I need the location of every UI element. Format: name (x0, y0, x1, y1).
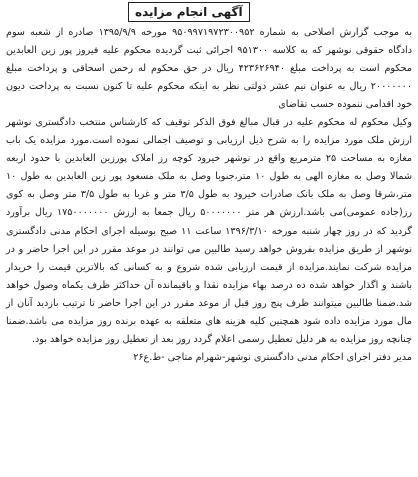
title-wrap (6, 2, 412, 22)
notice-title: آگهی انجام مزایده (128, 2, 250, 22)
auction-notice (6, 0, 412, 477)
notice-body (6, 24, 412, 349)
notice-signature: مدیر دفتر اجرای احکام مدنی دادگستری نوشهر-شهرام متاجی -ط.ع۲۶ (133, 351, 412, 363)
notice-paragraph-1: به موجب گزارش اصلاحی به شماره ۹۵۰۹۹۷۱۹۷۲۳۰۰۹۵۲ مورخه ۱۳۹۵/۹/۹ صادره از شعبه سوم دادگاه حقوقی نوشهر که به کلاسه ۹۵۱۳۰۰ اجرائی ثبت گردیده محکوم علیه فیروز پور زین العابدین محکوم است به پرداخت مبلغ ۴۲۳۶۲۶۹۴۰ ریال در حق محکوم له رحمن اسحاقی و پرداخت مبلغ ۲۰۰۰۰۰۰۰ ریال به عنوان نیم عشر دولتی نظر به اینکه محکوم علیه تا کنون نسبت به پرداخت دیون خود اقدامی ننموده حسب تقاضای (6, 27, 413, 111)
notice-paragraph-2: وکیل محکوم له محکوم علیه در قبال مبالغ فوق الذکر توقیف که کارشناس منتخب دادگستری نوشهر ارزش ملک مورد مزایده را به شرح ذیل ارزیابی و توصیف اجمالی نموده است.مورد مزایده یک باب مغازه به مساحت ۲۵ مترمربع واقع در نوشهر خیرود کوچه رز املاک پورزین العابدین با حدود اربعه شمالا وصل به مغازه الهی به طول ۱۰ متر،جنوبا وصل به ملک مسعود پور زین العابدین به طول ۱۰ متر،شرقا وصل به ملک بانک صادرات خیرود به طول ۳/۵ متر و غربا به طول ۳/۵ متر وصل به کوی رز(جاده عمومی)می باشد.ارزش هر متر ۵۰۰۰۰۰۰۰ ریال جمعا به ارزش ۱۷۵۰۰۰۰۰۰۰ ریال برآورد گردید که در روز چهار شنبه مورخه ۱۳۹۶/۳/۱۰ ساعت ۱۱ صبح بوسیله اجرای احکام مدنی دادگستری نوشهر از طریق مزایده بفروش خواهد رسید طالبین می توانند در موعد مقرر در این اجرا حاضر و در مزایده شرکت نمایند.مزایده از قیمت ارزیابی شده شروع و به کسانی که بالاترین قیمت را خریدار باشند و اگذار خواهد شده ده درصد بهاء مزایده نقدا و باقیمانده آن حداکثر ظرف یکماه وصول خواهد شد.ضمنا طالبین میتوانند ظرف پنج روز قبل از موعد مقرر در این اجرا حاضر تا ترتیب بازدید آنان از مال مورد مزایده داده شود همچنین کلیه هزینه های متعلقه به عهده برنده روز مزایده می باشد.ضمنا چنانچه روز مزایده به هر دلیل تعطیل رسمی اعلام گردد روز بعد از تعطیل روز مزایده خواهد بود. (6, 117, 412, 345)
